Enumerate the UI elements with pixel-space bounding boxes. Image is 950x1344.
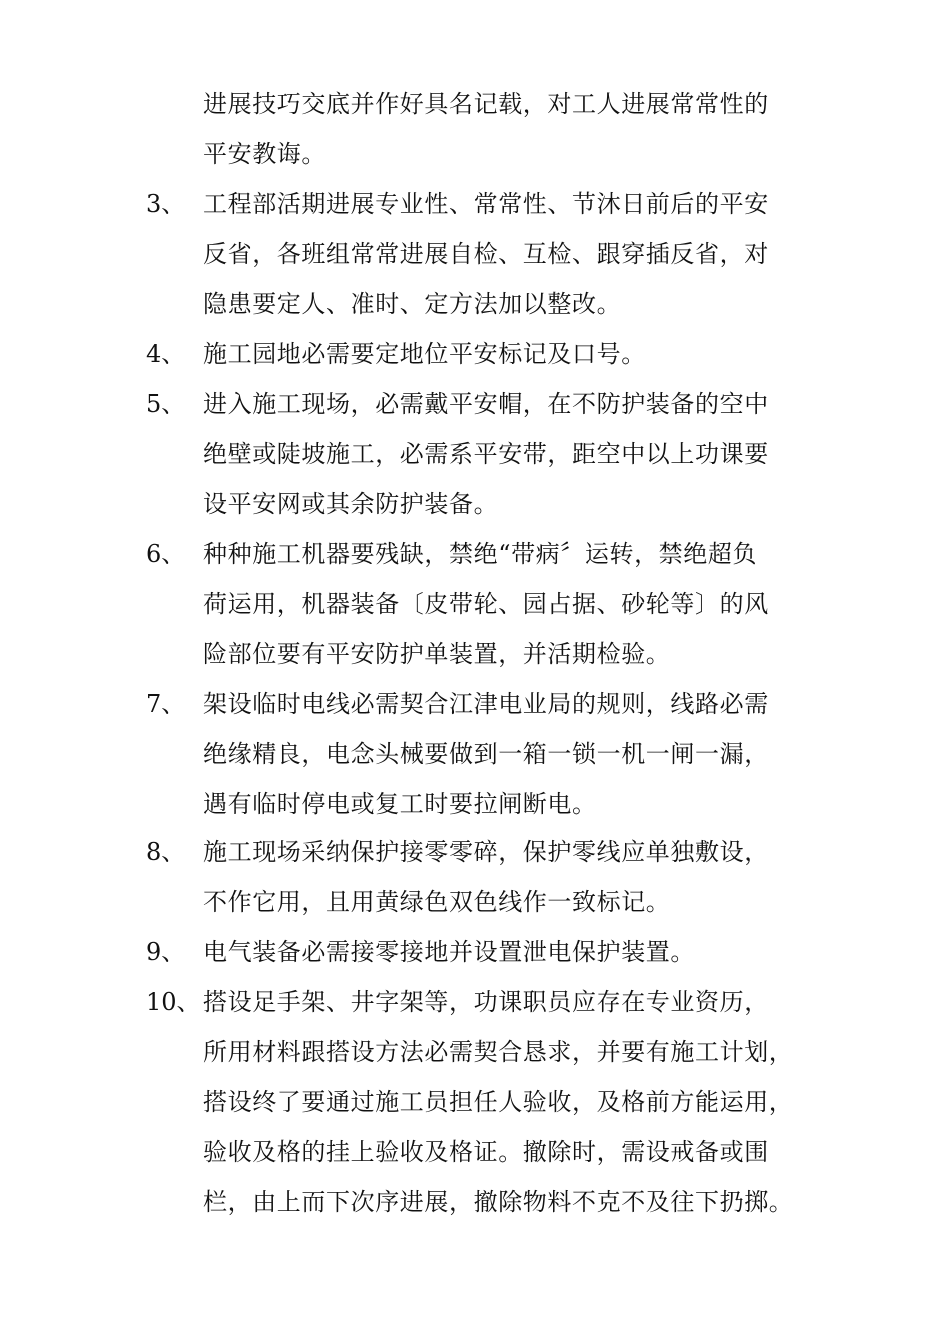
paragraph-line: 遇有临时停电或复工时要拉闸断电。 xyxy=(203,790,597,818)
paragraph-line: 进入施工现场，必需戴平安帽，在不防护装备的空中 xyxy=(203,390,769,418)
item-number: 4、 xyxy=(146,340,186,368)
item-number: 8、 xyxy=(146,838,186,866)
paragraph-line: 栏，由上而下次序进展，撤除物料不克不及往下扔掷。 xyxy=(203,1188,794,1216)
paragraph-line: 设平安网或其余防护装备。 xyxy=(203,490,499,518)
paragraph-line: 验收及格的挂上验收及格证。撤除时，需设戒备或围 xyxy=(203,1138,769,1166)
paragraph-line: 架设临时电线必需契合江津电业局的规则，线路必需 xyxy=(203,690,769,718)
item-number: 6、 xyxy=(146,540,186,568)
paragraph-line: 险部位要有平安防护单装置，并活期检验。 xyxy=(203,640,671,668)
paragraph-line: 施工园地必需要定地位平安标记及口号。 xyxy=(203,340,646,368)
paragraph-line: 荷运用，机器装备〔皮带轮、园占据、砂轮等〕的风 xyxy=(203,590,769,618)
paragraph-line: 隐患要定人、准时、定方法加以整改。 xyxy=(203,290,622,318)
paragraph-line: 绝缘精良，电念头械要做到一箱一锁一机一闸一漏， xyxy=(203,740,769,768)
paragraph-line: 搭设足手架、井字架等，功课职员应存在专业资历， xyxy=(203,988,769,1016)
item-number: 9、 xyxy=(146,938,186,966)
item-number: 3、 xyxy=(146,190,186,218)
paragraph-line: 搭设终了要通过施工员担任人验收，及格前方能运用， xyxy=(203,1088,794,1116)
paragraph-line: 进展技巧交底并作好具名记载，对工人进展常常性的 xyxy=(203,90,769,118)
paragraph-line: 反省，各班组常常进展自检、互检、跟穿插反省，对 xyxy=(203,240,769,268)
paragraph-line: 平安教诲。 xyxy=(203,140,326,168)
paragraph-line: 种种施工机器要残缺，禁绝“带病〞运转，禁绝超负 xyxy=(203,540,758,568)
item-number: 5、 xyxy=(146,390,186,418)
paragraph-line: 不作它用，且用黄绿色双色线作一致标记。 xyxy=(203,888,671,916)
item-number: 7、 xyxy=(146,690,186,718)
item-number: 10、 xyxy=(146,988,201,1016)
paragraph-line: 绝壁或陡坡施工，必需系平安带，距空中以上功课要 xyxy=(203,440,769,468)
paragraph-line: 电气装备必需接零接地并设置泄电保护装置。 xyxy=(203,938,695,966)
paragraph-line: 工程部活期进展专业性、常常性、节沐日前后的平安 xyxy=(203,190,769,218)
paragraph-line: 施工现场采纳保护接零零碎，保护零线应单独敷设， xyxy=(203,838,769,866)
paragraph-line: 所用材料跟搭设方法必需契合恳求，并要有施工计划， xyxy=(203,1038,794,1066)
